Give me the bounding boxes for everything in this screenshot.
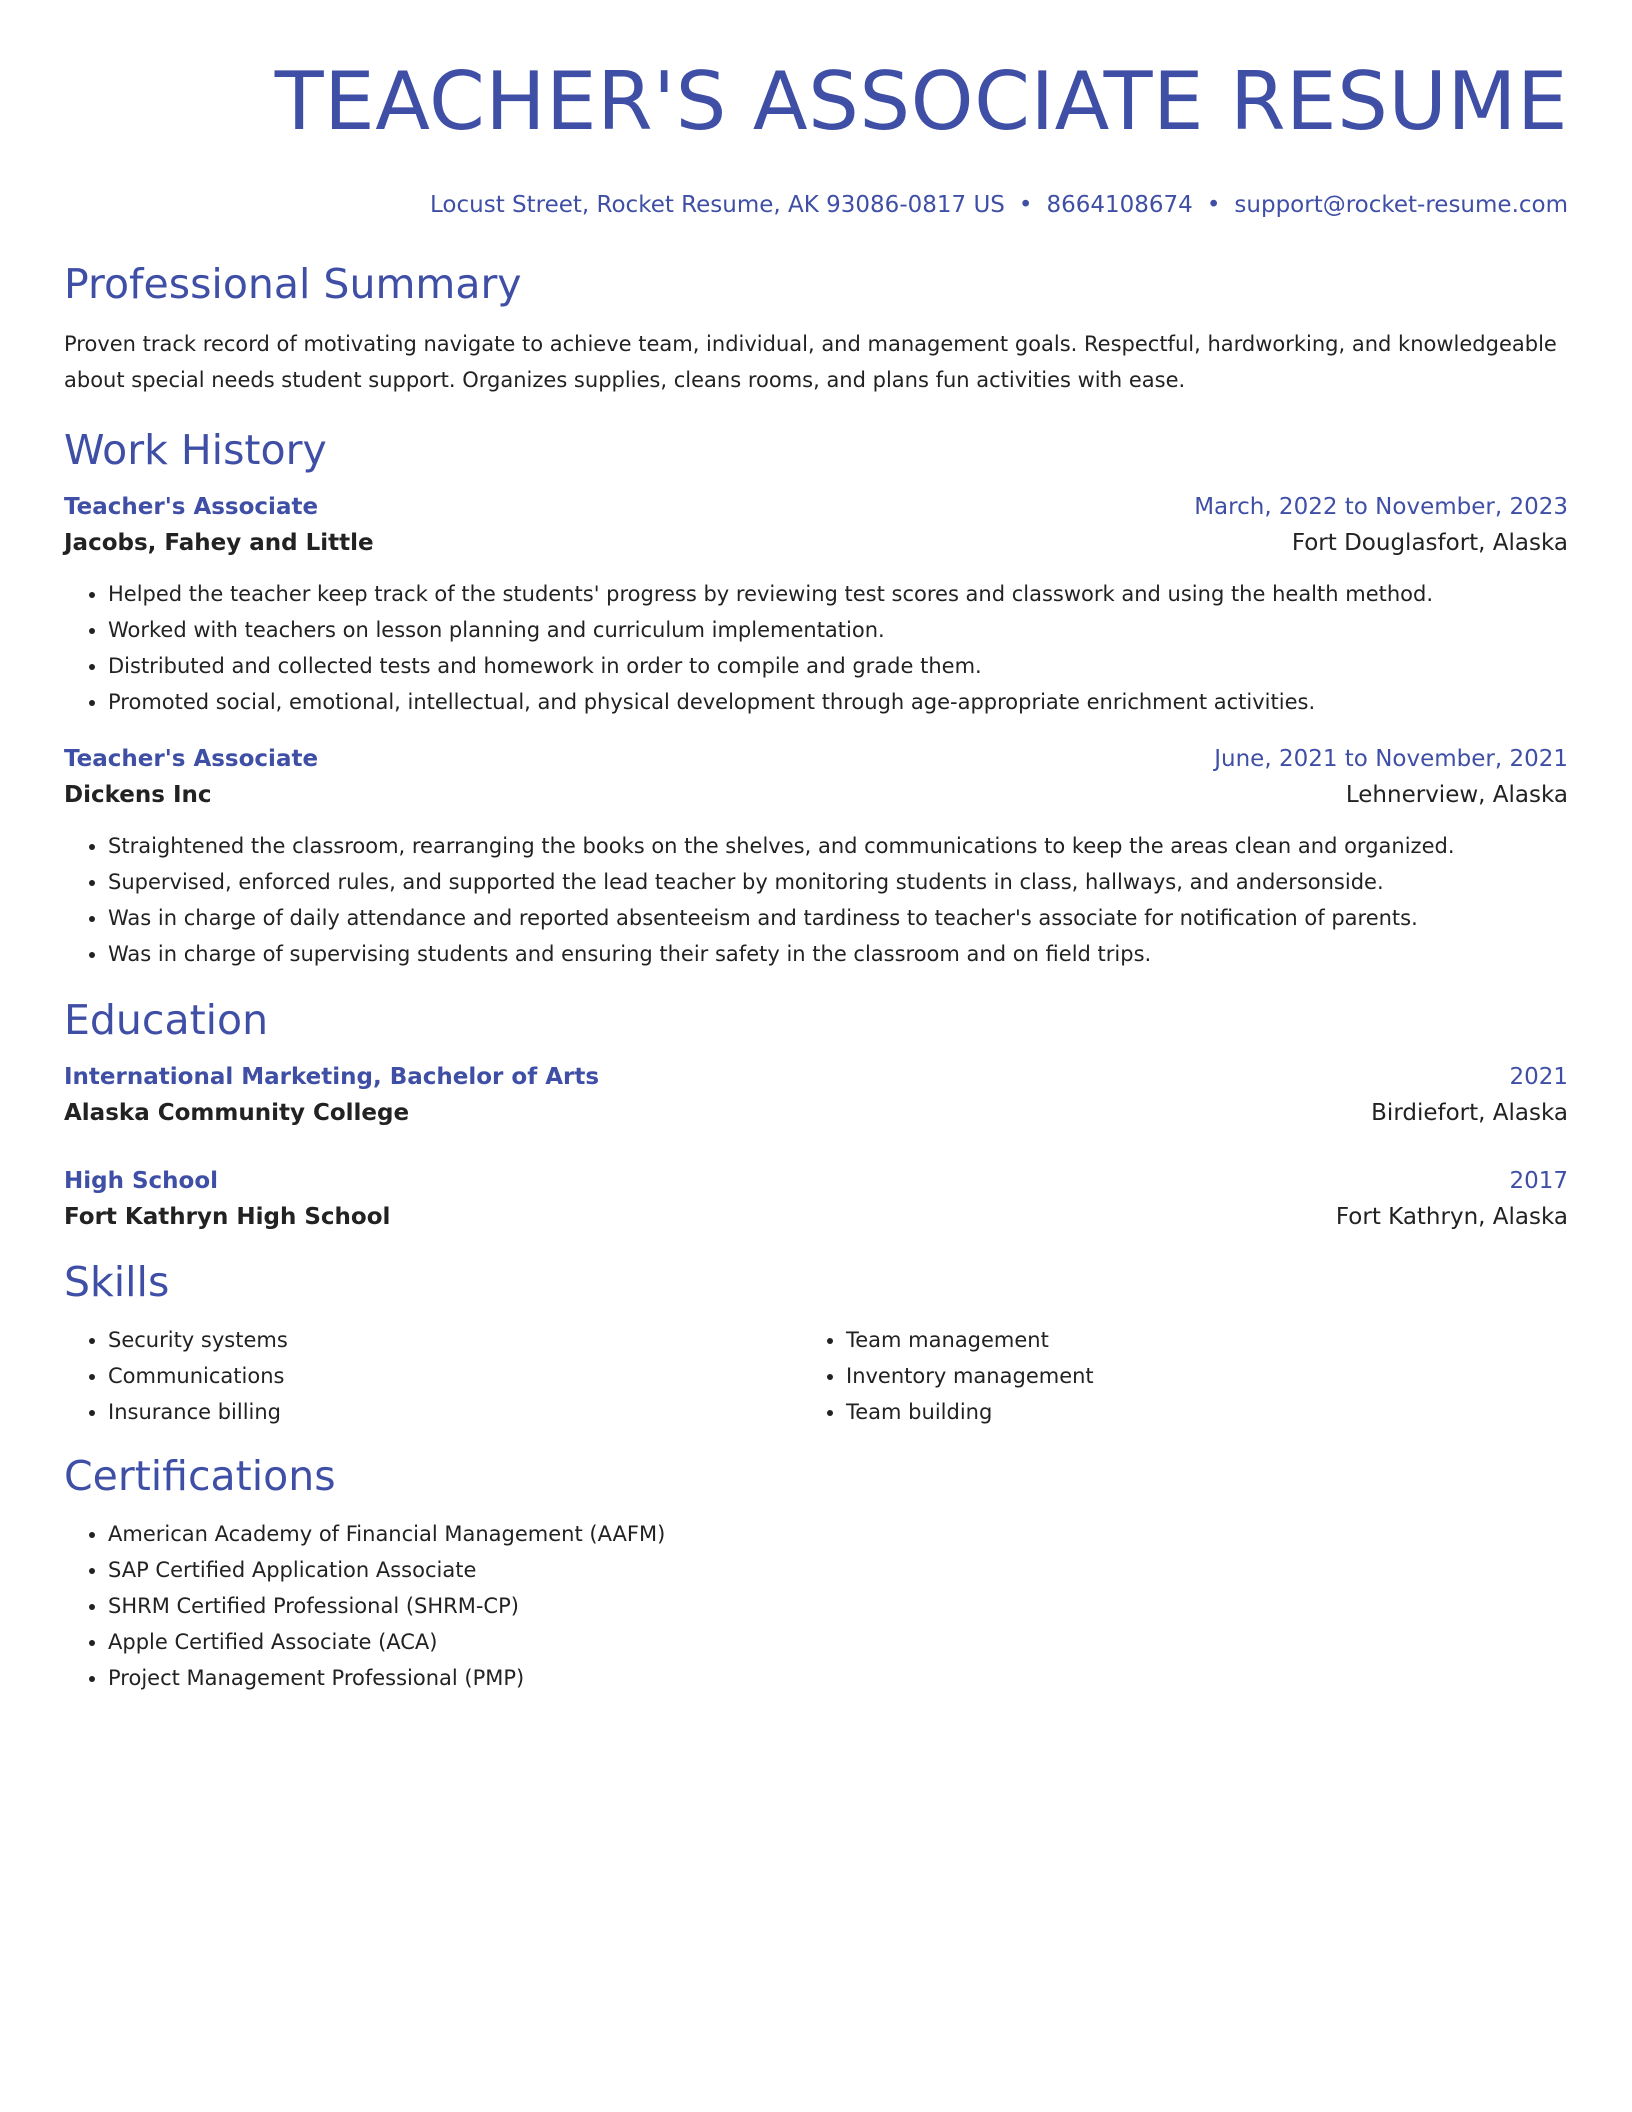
contact-email: support@rocket-resume.com — [1234, 192, 1568, 218]
job-company: Dickens Inc — [64, 782, 212, 808]
certification-item: • American Academy of Financial Management (AAFM) — [108, 1516, 1568, 1552]
education-heading: Education — [64, 996, 269, 1044]
certification-item: • SHRM Certified Professional (SHRM-CP) — [108, 1588, 1568, 1624]
school-row — [64, 1198, 1568, 1236]
skill-item: • Communications — [108, 1358, 802, 1394]
skills-list — [802, 1322, 1540, 1430]
degree-year: 2017 — [1509, 1168, 1568, 1194]
job-entry — [64, 742, 1568, 972]
resume-title: TEACHER'S ASSOCIATE RESUME — [274, 55, 1568, 148]
skill-item: • Team management — [846, 1322, 1540, 1358]
job-bullet: • Straightened the classroom, rearranging the books on the shelves, and communications to keep the areas clean and organized. — [108, 828, 1568, 864]
skill-item: • Insurance billing — [108, 1394, 802, 1430]
skill-item: • Team building — [846, 1394, 1540, 1430]
job-entry — [64, 490, 1568, 720]
certifications-section — [64, 1450, 1568, 1696]
job-bullets — [64, 576, 1568, 720]
skills-column-right — [802, 1308, 1540, 1430]
job-bullet: • Supervised, enforced rules, and supported the lead teacher by monitoring students in class, hallways, and andersonside. — [108, 864, 1568, 900]
summary-section — [64, 258, 1568, 398]
certification-item: • Apple Certified Associate (ACA) — [108, 1624, 1568, 1660]
job-title: Teacher's Associate — [64, 746, 319, 772]
degree-year: 2021 — [1509, 1064, 1568, 1090]
school-location: Fort Kathryn, Alaska — [1335, 1204, 1568, 1230]
certifications-list — [64, 1516, 1568, 1696]
job-title: Teacher's Associate — [64, 494, 319, 520]
summary-heading: Professional Summary — [64, 260, 522, 308]
degree-name: International Marketing, Bachelor of Arts — [64, 1064, 600, 1090]
contact-phone: 8664108674 — [1046, 192, 1193, 218]
education-entry — [64, 1164, 1568, 1236]
school-name: Fort Kathryn High School — [64, 1204, 391, 1230]
job-location: Lehnerview, Alaska — [1345, 782, 1568, 808]
skill-item: • Inventory management — [846, 1358, 1540, 1394]
job-bullet: • Was in charge of daily attendance and reported absenteeism and tardiness to teacher's associate for notification of parents. — [108, 900, 1568, 936]
degree-row — [64, 1060, 1568, 1094]
skills-column-left — [64, 1308, 802, 1430]
degree-row — [64, 1164, 1568, 1198]
work-heading: Work History — [64, 426, 327, 474]
job-bullet: • Helped the teacher keep track of the students' progress by reviewing test scores and classwork and using the health method. — [108, 576, 1568, 612]
skills-list — [64, 1322, 802, 1430]
contact-separator: • — [1018, 192, 1033, 218]
skills-columns — [64, 1308, 1568, 1430]
work-section — [64, 424, 1568, 972]
job-bullet: • Distributed and collected tests and homework in order to compile and grade them. — [108, 648, 1568, 684]
summary-text: Proven track record of motivating navigate to achieve team, individual, and management goals. Respectful, hardworking, and knowledgeable about special needs student support. Organizes supplies, cleans rooms, and plans fun activities with ease. — [64, 332, 1557, 392]
school-name: Alaska Community College — [64, 1100, 410, 1126]
job-dates: June, 2021 to November, 2021 — [1214, 746, 1568, 772]
job-company-row — [64, 524, 1568, 562]
school-row — [64, 1094, 1568, 1132]
job-dates: March, 2022 to November, 2023 — [1194, 494, 1568, 520]
contact-address: Locust Street, Rocket Resume, AK 93086-0817 US — [430, 192, 1005, 218]
job-location: Fort Douglasfort, Alaska — [1291, 530, 1568, 556]
job-company: Jacobs, Fahey and Little — [64, 530, 374, 556]
job-bullet: • Worked with teachers on lesson planning and curriculum implementation. — [108, 612, 1568, 648]
education-section — [64, 994, 1568, 1236]
skills-heading: Skills — [64, 1258, 170, 1306]
contact-line — [64, 190, 1568, 220]
job-company-row — [64, 776, 1568, 814]
certification-item: • SAP Certified Application Associate — [108, 1552, 1568, 1588]
certifications-heading: Certifications — [64, 1452, 336, 1500]
certification-item: • Project Management Professional (PMP) — [108, 1660, 1568, 1696]
skills-section — [64, 1256, 1568, 1430]
education-entry — [64, 1060, 1568, 1132]
job-title-row — [64, 490, 1568, 524]
skill-item: • Security systems — [108, 1322, 802, 1358]
job-bullet: • Promoted social, emotional, intellectual, and physical development through age-appropriate enrichment activities. — [108, 684, 1568, 720]
job-bullets — [64, 828, 1568, 972]
degree-name: High School — [64, 1168, 219, 1194]
school-location: Birdiefort, Alaska — [1371, 1100, 1568, 1126]
contact-separator: • — [1206, 192, 1221, 218]
job-bullet: • Was in charge of supervising students and ensuring their safety in the classroom and on field trips. — [108, 936, 1568, 972]
job-title-row — [64, 742, 1568, 776]
